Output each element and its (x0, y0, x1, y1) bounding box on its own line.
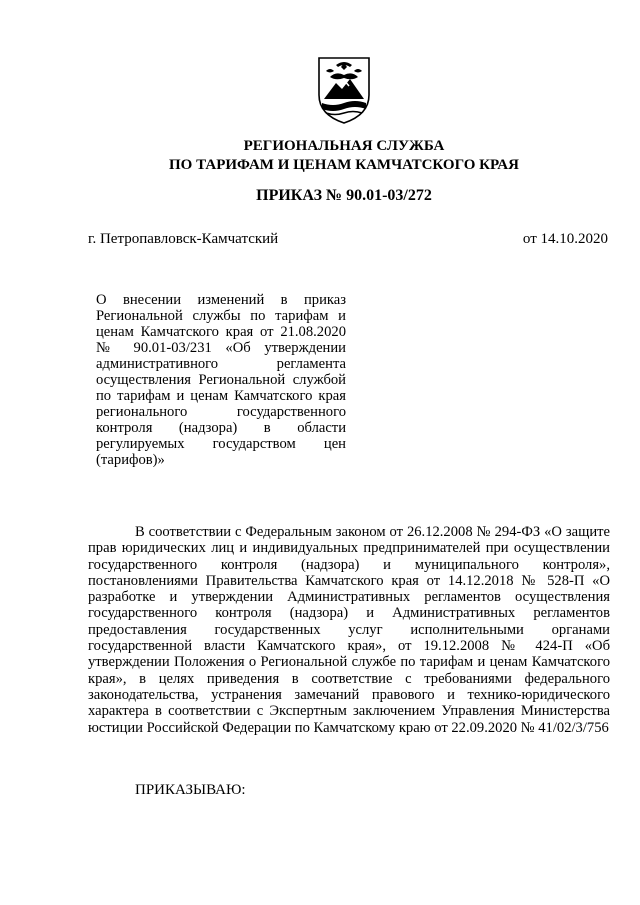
org-name-line2: ПО ТАРИФАМ И ЦЕНАМ КАМЧАТСКОГО КРАЯ (169, 157, 519, 173)
order-date: от 14.10.2020 (522, 231, 608, 247)
place-date-line (88, 230, 608, 249)
order-title: ПРИКАЗ № 90.01-03/272 (256, 187, 432, 204)
kamchatka-coat-of-arms-icon (316, 55, 372, 125)
preamble-paragraph: В соответствии с Федеральным законом от 26.12.2008 № 294-ФЗ «О защите прав юридических лиц и индивидуальных предпринимателей при осуществлении государственного контроля (надзора) и муниципального контроля», постановлениями Правительства Камчатского края от 14.12.2018 № 528-П «О разработке и утверждении Административных регламентов осуществления государственного контроля (надзора) и Административных регламентов предоставления государственных услуг исполнительными органами государственной власти Камчатского края», от 19.12.2008 № 424-П «Об утверждении Положения о Региональной службе по тарифам и ценам Камчатского края», в целях приведения в соответствие с требованиями федерального законодательства, устранения замечаний правового и технико-юридического характера в соответствии с Экспертным заключением Управления Министерства юстиции Российской Федерации по Камчатскому краю от 22.09.2020 № 41/02/3/756 (88, 524, 610, 736)
city: г. Петропавловск-Камчатский (88, 231, 279, 247)
org-name-line1: РЕГИОНАЛЬНАЯ СЛУЖБА (243, 138, 445, 154)
order-subject: О внесении изменений в приказ Региональной службы по тарифам и ценам Камчатского края от 21.08.2020 № 90.01-03/231 «Об утверждении административного регламента осуществления Региональной службой по тарифам и ценам Камчатского края регионального государственного контроля (надзора) в области регулируемых государством цен (тарифов)» (96, 292, 346, 468)
order-command: ПРИКАЗЫВАЮ: (135, 782, 246, 798)
